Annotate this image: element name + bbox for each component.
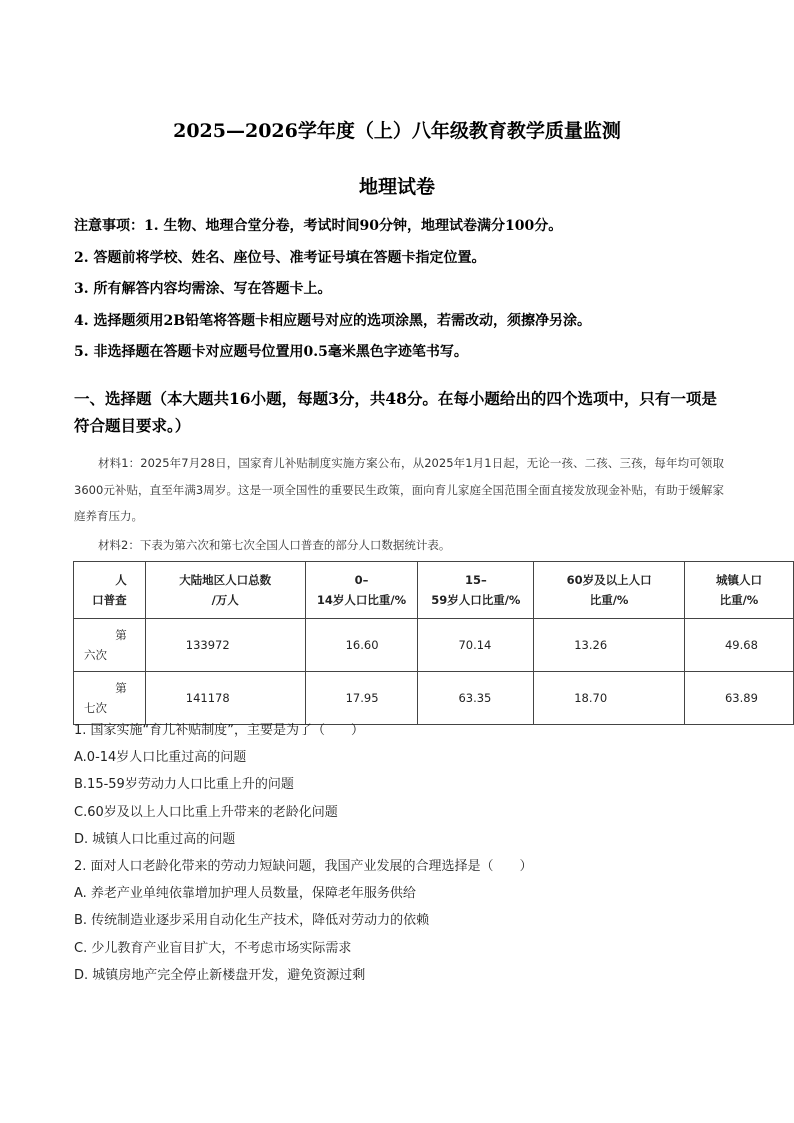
table-cell: 13.26: [534, 619, 685, 672]
table-row: [74, 619, 794, 672]
table-cell: 63.35: [418, 672, 534, 725]
material-2: 材料2：下表为第六次和第七次全国人口普查的部分人口数据统计表。: [98, 538, 451, 552]
header-text: 大陆地区人口总数: [179, 573, 272, 587]
answer-option: A. 养老产业单纯依靠增加护理人员数量，保障老年服务供给: [74, 886, 416, 902]
questions: [74, 717, 734, 989]
table-cell: 17.95: [305, 672, 418, 725]
answer-option: D. 城镇人口比重过高的问题: [74, 831, 236, 847]
header-text: 14岁人口比重/%: [316, 593, 407, 607]
instruction-line: 4. 选择题须用2B铅笔将答题卡相应题号对应的选项涂黑，若需改动，须擦净另涂。: [74, 312, 592, 329]
header-age-15-59: [418, 562, 534, 619]
header-text: 比重/%: [589, 593, 629, 607]
census-label: [74, 619, 146, 672]
header-text: 人: [115, 573, 127, 587]
answer-option: C. 少儿教育产业盲目扩大，不考虑市场实际需求: [74, 940, 352, 956]
header-text: 59岁人口比重/%: [431, 593, 521, 607]
table-cell: 70.14: [418, 619, 534, 672]
table-cell: 133972: [145, 619, 305, 672]
census-label-text: 七次: [84, 701, 107, 715]
instruction-line: 注意事项：1. 生物、地理合堂分卷，考试时间90分钟，地理试卷满分100分。: [74, 218, 563, 234]
header-age-60-plus: [534, 562, 685, 619]
census-label-text: 第: [115, 681, 127, 695]
table-cell: 141178: [145, 672, 305, 725]
header-text: 60岁及以上人口: [566, 573, 652, 587]
header-text: 城镇人口: [715, 573, 762, 587]
census-label-text: 第: [115, 628, 127, 642]
answer-option: D. 城镇房地产完全停止新楼盘开发，避免资源过剩: [74, 967, 366, 983]
header-text: /万人: [211, 593, 239, 607]
instruction-line: 2. 答题前将学校、姓名、座位号、准考证号填在答题卡指定位置。: [74, 249, 486, 266]
census-table: [73, 561, 794, 725]
census-label-text: 六次: [84, 648, 107, 662]
exam-title: 2025—2026学年度（上）八年级教育教学质量监测: [173, 120, 621, 142]
answer-option: A.0-14岁人口比重过高的问题: [74, 750, 247, 766]
table-cell: 16.60: [305, 619, 418, 672]
answer-option: B.15-59岁劳动力人口比重上升的问题: [74, 777, 294, 793]
material-1: 材料1：2025年7月28日，国家育儿补贴制度实施方案公布，从2025年1月1日起，无论一孩、二孩、三孩，每年均可领取3600元补贴，直至年满3周岁。这是一项全国性的重要民生政策，面向育儿家庭全国范围全面直接发放现金补贴，有助于缓解家庭养育压力。: [74, 456, 724, 523]
section-heading: 一、选择题（本大题共16小题，每题3分，共48分。在每小题给出的四个选项中，只有一项是符合题目要求。）: [74, 389, 717, 435]
table-header-row: [74, 562, 794, 619]
header-text: 15–: [464, 573, 487, 587]
header-text: 比重/%: [719, 593, 759, 607]
instructions: [74, 214, 734, 372]
instruction-line: 3. 所有解答内容均需涂、写在答题卡上。: [74, 281, 332, 297]
answer-option: B. 传统制造业逐步采用自动化生产技术，降低对劳动力的依赖: [74, 913, 430, 929]
answer-option: C.60岁及以上人口比重上升带来的老龄化问题: [74, 804, 338, 820]
header-urban: [684, 562, 793, 619]
table-cell: 18.70: [534, 672, 685, 725]
table-cell: 49.68: [684, 619, 793, 672]
question-stem: 1. 国家实施“育儿补贴制度”，主要是为了（ ）: [74, 723, 365, 738]
header-census: [74, 562, 146, 619]
header-total-population: [145, 562, 305, 619]
instruction-line: 5. 非选择题在答题卡对应题号位置用0.5毫米黑色字迹笔书写。: [74, 344, 468, 360]
header-text: 口普查: [92, 593, 127, 607]
exam-subject: 地理试卷: [358, 176, 435, 198]
header-age-0-14: [305, 562, 418, 619]
header-text: 0–: [354, 573, 369, 587]
question-stem: 2. 面对人口老龄化带来的劳动力短缺问题，我国产业发展的合理选择是（ ）: [74, 858, 533, 874]
table-cell: 63.89: [684, 672, 793, 725]
